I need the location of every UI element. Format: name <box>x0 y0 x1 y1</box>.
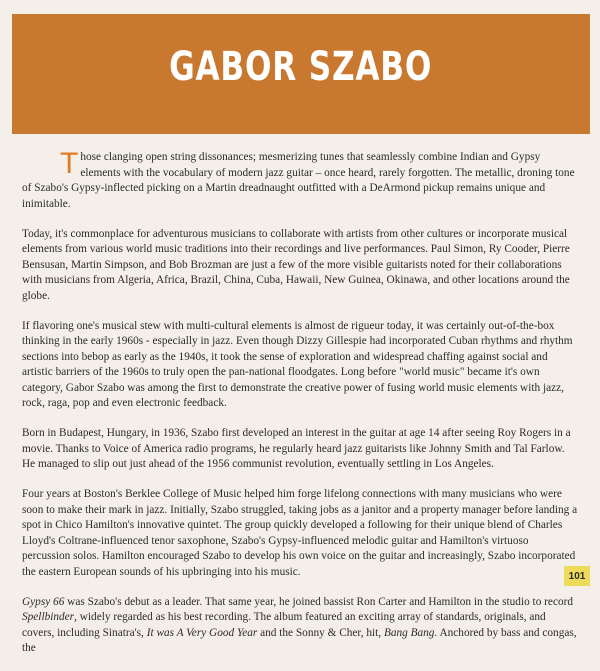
paragraph-5: Four years at Boston's Berklee College of Music helped him forge lifelong connections with many musicians who were soon to make their mark in jazz. Initially, Szabo struggled, taking jobs as a janitor and a property manager before landing a spot in Chico Hamilton's innovative quintet. The group quickly developed a following for their unique blend of Charles Lloyd's Coltrane-influenced tenor saxophone, Szabo's Gypsy-influenced melodic guitar and Hamilton's virtuoso percussion solos. Hamilton encouraged Szabo to develop his own voice on the guitar and increasingly, Szabo incorporated the eastern European sounds of his upbringing into his music. <box>22 488 578 578</box>
paragraph-text: Anchored by bass and congas, the <box>22 626 577 654</box>
paragraph-2: Today, it's commonplace for adventurous musicians to collaborate with artists from other cultures or incorporate musical elements from various world music traditions into their recordings and live performances. Paul Simon, Ry Cooder, Pierre Bensusan, Martin Simpson, and Bob Brozman are just a few of the more visible guitarists noted for their collaborations with musicians from Algeria, Africa, Brazil, China, Cuba, Hawaii, New Guinea, Okinawa, and other locations around the globe. <box>22 227 570 302</box>
page-number: 101 <box>564 566 590 586</box>
paragraph-4: Born in Budapest, Hungary, in 1936, Szabo first developed an interest in the guitar at age 14 after seeing Roy Rogers in a movie. Thanks to Voice of America radio programs, he regularly heard jazz guitarists like Johnny Smith and Tal Farlow. He managed to slip out just ahead of the 1956 communist revolution, eventually settling in Los Angeles. <box>22 427 571 470</box>
paragraph-text: hose clanging open string dissonances; mesmerizing tunes that seamlessly combine Indian and Gypsy elements with the vocabulary of modern jazz guitar – once heard, rarely forgotten. The metallic, droning tone of Szabo's Gypsy-inflected picking on a Martin dreadnaught outfitted with a DeArmond pickup remains unique and inimitable. <box>22 151 575 210</box>
paragraph-text: and the Sonny & Cher, hit, <box>257 626 384 639</box>
paragraph-1 <box>22 147 578 212</box>
paragraph-6 <box>22 595 578 657</box>
song-title: It was A Very Good Year <box>146 626 258 639</box>
album-title: Gypsy 66 <box>22 595 65 608</box>
paragraph-3: If flavoring one's musical stew with multi-cultural elements is almost de rigueur today, it was certainly out-of-the-box thinking in the early 1960s - especially in jazz. Even though Dizzy Gillespie had incorporated Cuban rhythms and rhythm sections into bebop as early as the 1940s, it took the sense of exploration and widespread chaffing against social and artistic barriers of the 1960s to truly open the pan-national floodgates. Long before "world music" became it's own category, Gabor Szabo was among the first to demonstrate the creative power of fusing world music elements with jazz, rock, raga, pop and even electronic feedback. <box>22 319 573 409</box>
article-body <box>22 147 578 671</box>
paragraph-text: was Szabo's debut as a leader. That same year, he joined bassist Ron Carter and Hamilton in the studio to record <box>64 595 574 608</box>
song-title: Bang Bang. <box>383 626 438 639</box>
paragraph-text: , widely regarded as his best recording. The album featured an exciting array of standards, originals, and covers, including Sinatra's, <box>22 611 546 639</box>
page-title: GABOR SZABO <box>169 44 433 90</box>
drop-cap: T <box>60 147 79 180</box>
title-banner <box>12 14 590 134</box>
album-title: Spellbinder <box>22 611 75 623</box>
